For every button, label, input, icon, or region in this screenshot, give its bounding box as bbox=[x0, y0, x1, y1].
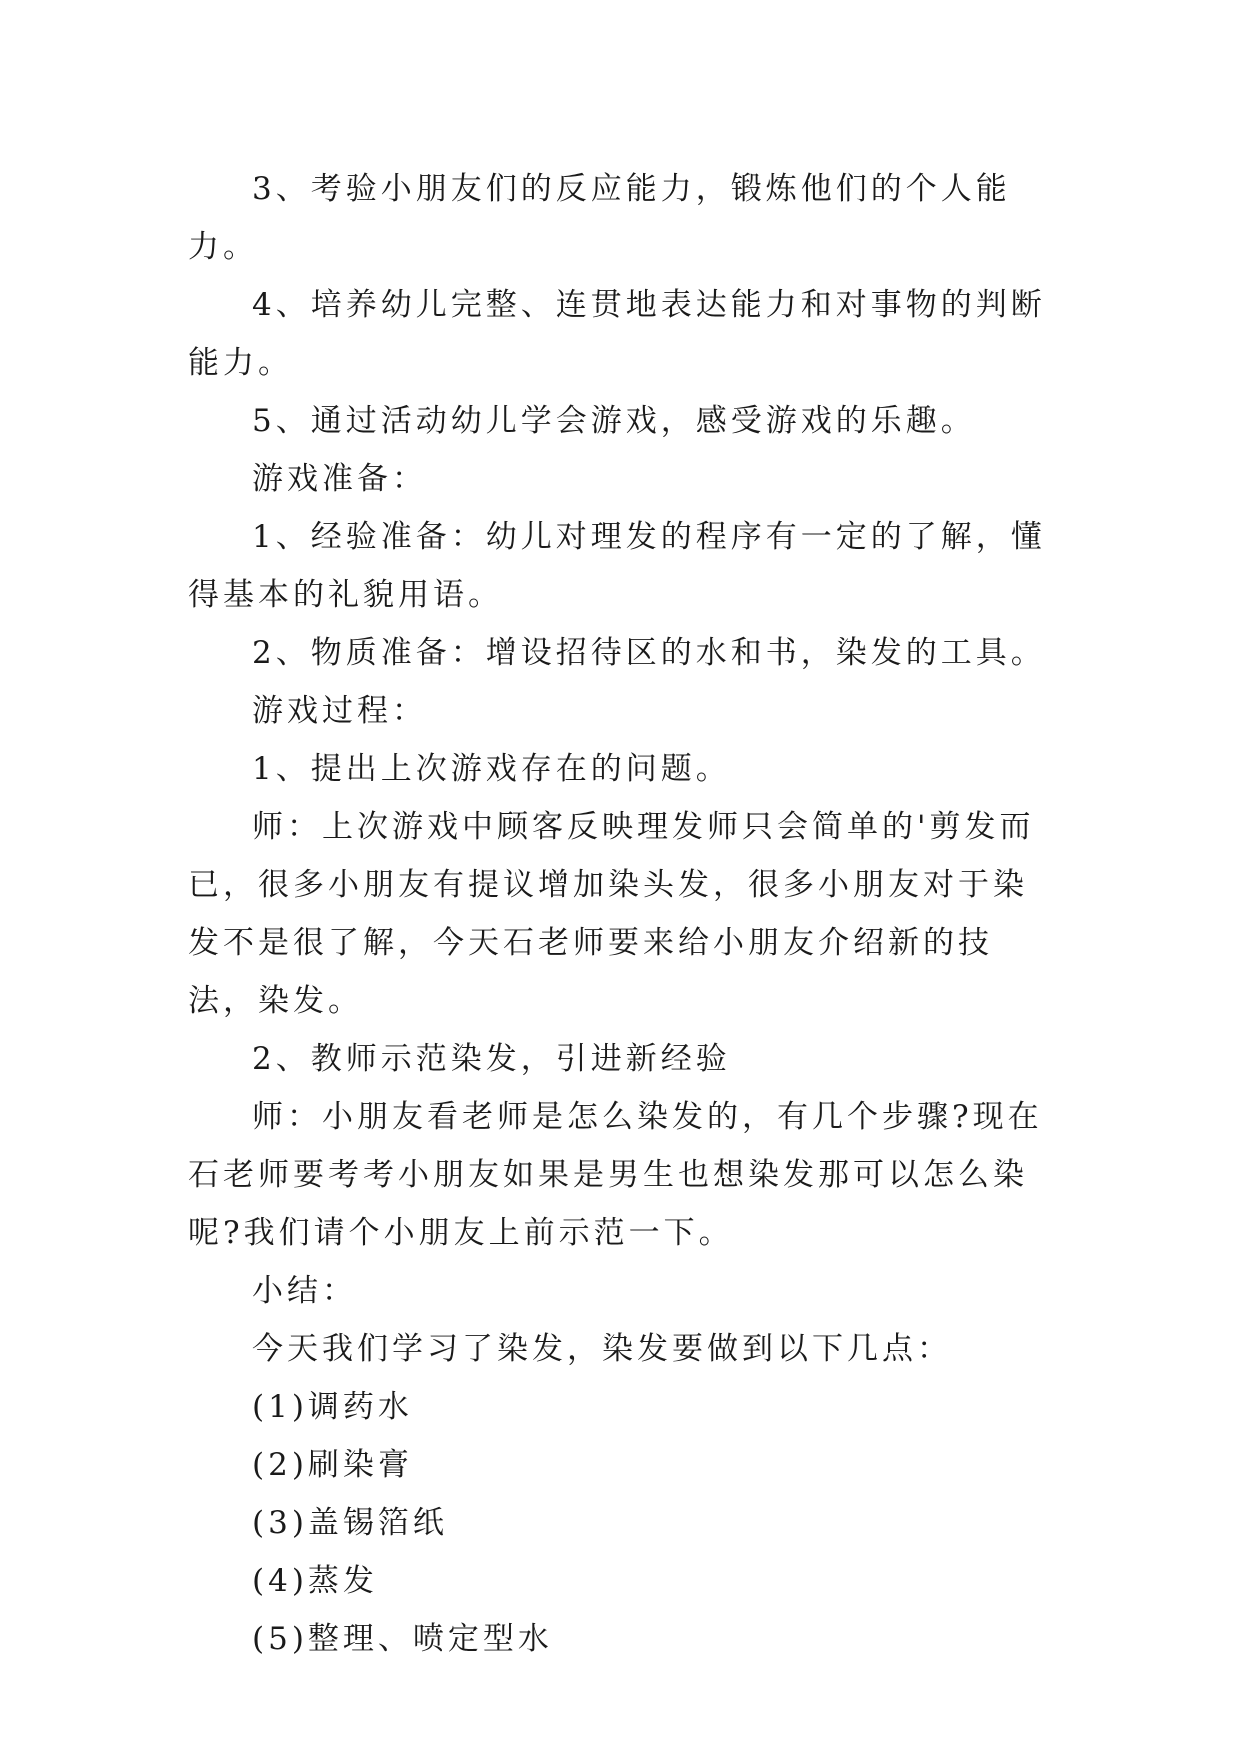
section-heading-summary: 小结： bbox=[252, 1273, 357, 1309]
paragraph-teacher-intro: 师：上次游戏中顾客反映理发师只会简单的'剪发而已，很多小朋友有提议增加染头发，很多小朋友对于染发不是很了解，今天石老师要来给小朋友介绍新的技法，染发。 bbox=[188, 809, 1035, 1019]
document-body bbox=[188, 160, 1058, 1668]
section-heading-process: 游戏过程： bbox=[252, 693, 427, 729]
paragraph-teacher-demo: 师：小朋友看老师是怎么染发的，有几个步骤?现在石老师要考考小朋友如果是男生也想染发那可以怎么染呢?我们请个小朋友上前示范一下。 bbox=[188, 1099, 1043, 1251]
list-item-step-2: (2)刷染膏 bbox=[252, 1447, 413, 1483]
list-item-step-3: (3)盖锡箔纸 bbox=[252, 1505, 448, 1541]
paragraph-preparation-1: 1、经验准备：幼儿对理发的程序有一定的了解，懂得基本的礼貌用语。 bbox=[188, 519, 1046, 613]
paragraph-goal-3: 3、考验小朋友们的反应能力，锻炼他们的个人能力。 bbox=[188, 171, 1011, 265]
section-heading-preparation: 游戏准备： bbox=[252, 461, 427, 497]
paragraph-process-2: 2、教师示范染发，引进新经验 bbox=[252, 1041, 731, 1077]
paragraph-goal-4: 4、培养幼儿完整、连贯地表达能力和对事物的判断能力。 bbox=[188, 287, 1046, 381]
list-item-step-1: (1)调药水 bbox=[252, 1389, 413, 1425]
paragraph-preparation-2: 2、物质准备：增设招待区的水和书，染发的工具。 bbox=[252, 635, 1046, 671]
list-item-step-5: (5)整理、喷定型水 bbox=[252, 1621, 553, 1657]
paragraph-process-1: 1、提出上次游戏存在的问题。 bbox=[252, 751, 731, 787]
paragraph-goal-5: 5、通过活动幼儿学会游戏，感受游戏的乐趣。 bbox=[252, 403, 976, 439]
list-item-step-4: (4)蒸发 bbox=[252, 1563, 378, 1599]
paragraph-summary-intro: 今天我们学习了染发，染发要做到以下几点： bbox=[252, 1331, 952, 1367]
